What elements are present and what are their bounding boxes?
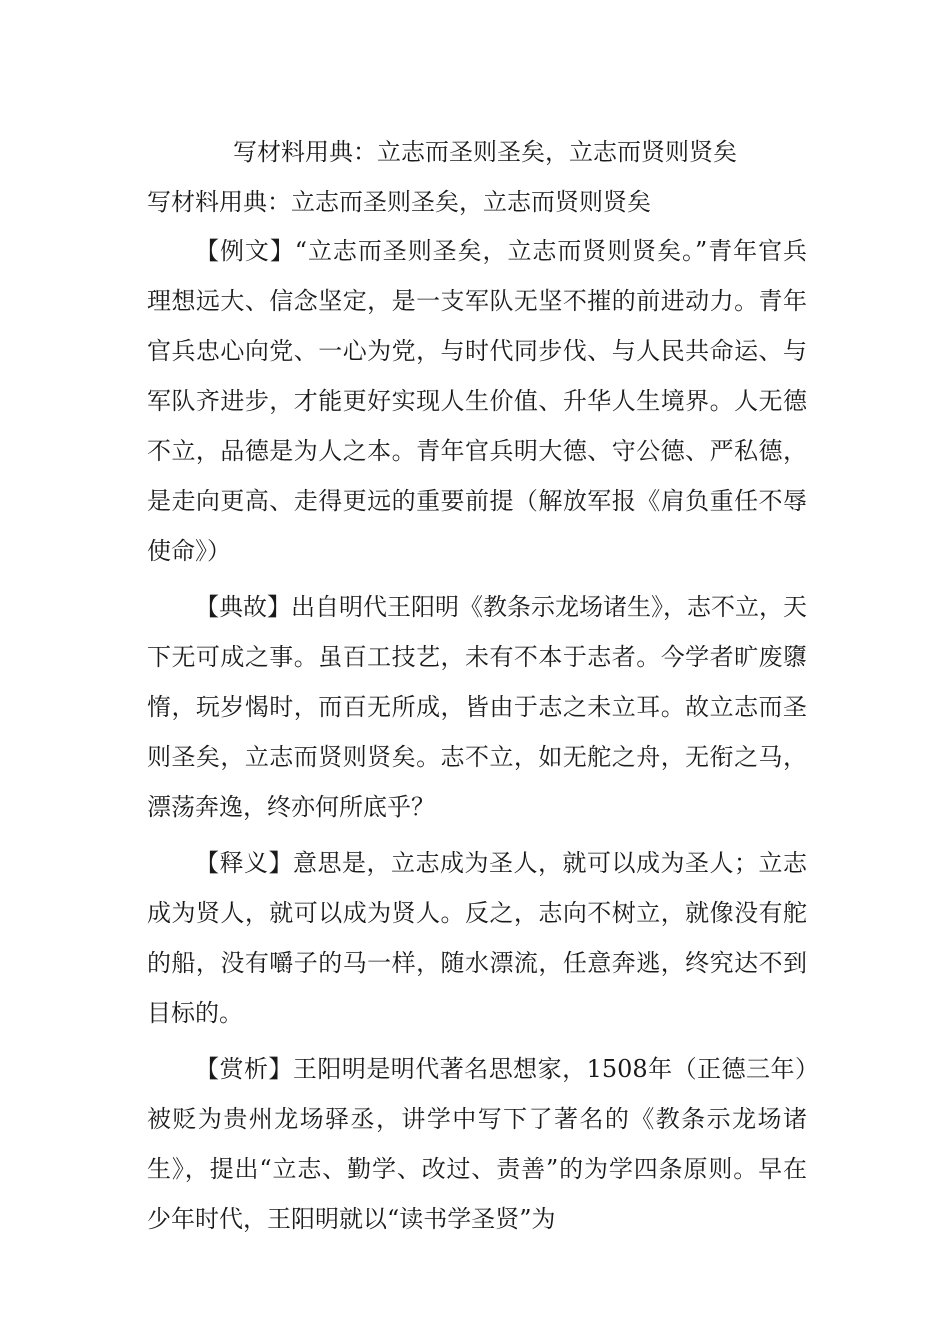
document-body (147, 226, 807, 1250)
paragraph-appreciation (147, 1044, 807, 1244)
paragraph-text: 意思是，立志成为圣人，就可以成为圣人；立志成为贤人，就可以成为贤人。反之，志向不树立，就像没有舵的船，没有嚼子的马一样，随水漂流，任意奔逃，终究达不到目标的。 (147, 849, 807, 1027)
document-subtitle: 写材料用典：立志而圣则圣矣，立志而贤则贤矣 (147, 188, 651, 216)
paragraph-tag: 【赏析】 (195, 1055, 293, 1083)
document-title: 写材料用典：立志而圣则圣矣，立志而贤则贤矣 (233, 138, 737, 166)
paragraph-allusion (147, 582, 807, 832)
paragraph-tag: 【释义】 (195, 849, 293, 877)
paragraph-tag: 【典故】 (195, 593, 291, 621)
paragraph-example (147, 226, 807, 576)
paragraph-text: 出自明代王阳明《教条示龙场诸生》，志不立，天下无可成之事。虽百工技艺，未有不本于志者。今学者旷废隳惰，玩岁愒时，而百无所成，皆由于志之未立耳。故立志而圣则圣矣，立志而贤则贤矣。志不立，如无舵之舟，无衔之马，漂荡奔逸，终亦何所底乎？ (147, 593, 807, 821)
paragraph-tag: 【例文】 (195, 237, 295, 265)
paragraph-text: “立志而圣则圣矣，立志而贤则贤矣。”青年官兵理想远大、信念坚定，是一支军队无坚不摧的前进动力。青年官兵忠心向党、一心为党，与时代同步伐、与人民共命运、与军队齐进步，才能更好实现人生价值、升华人生境界。人无德不立，品德是为人之本。青年官兵明大德、守公德、严私德，是走向更高、走得更远的重要前提（解放军报《肩负重任不辱使命》） (147, 237, 808, 565)
paragraph-text: 王阳明是明代著名思想家，1508年（正德三年）被贬为贵州龙场驿丞，讲学中写下了著名的《教条示龙场诸生》，提出“立志、勤学、改过、责善”的为学四条原则。早在少年时代，王阳明就以“读书学圣贤”为 (147, 1055, 808, 1233)
paragraph-meaning (147, 838, 807, 1038)
